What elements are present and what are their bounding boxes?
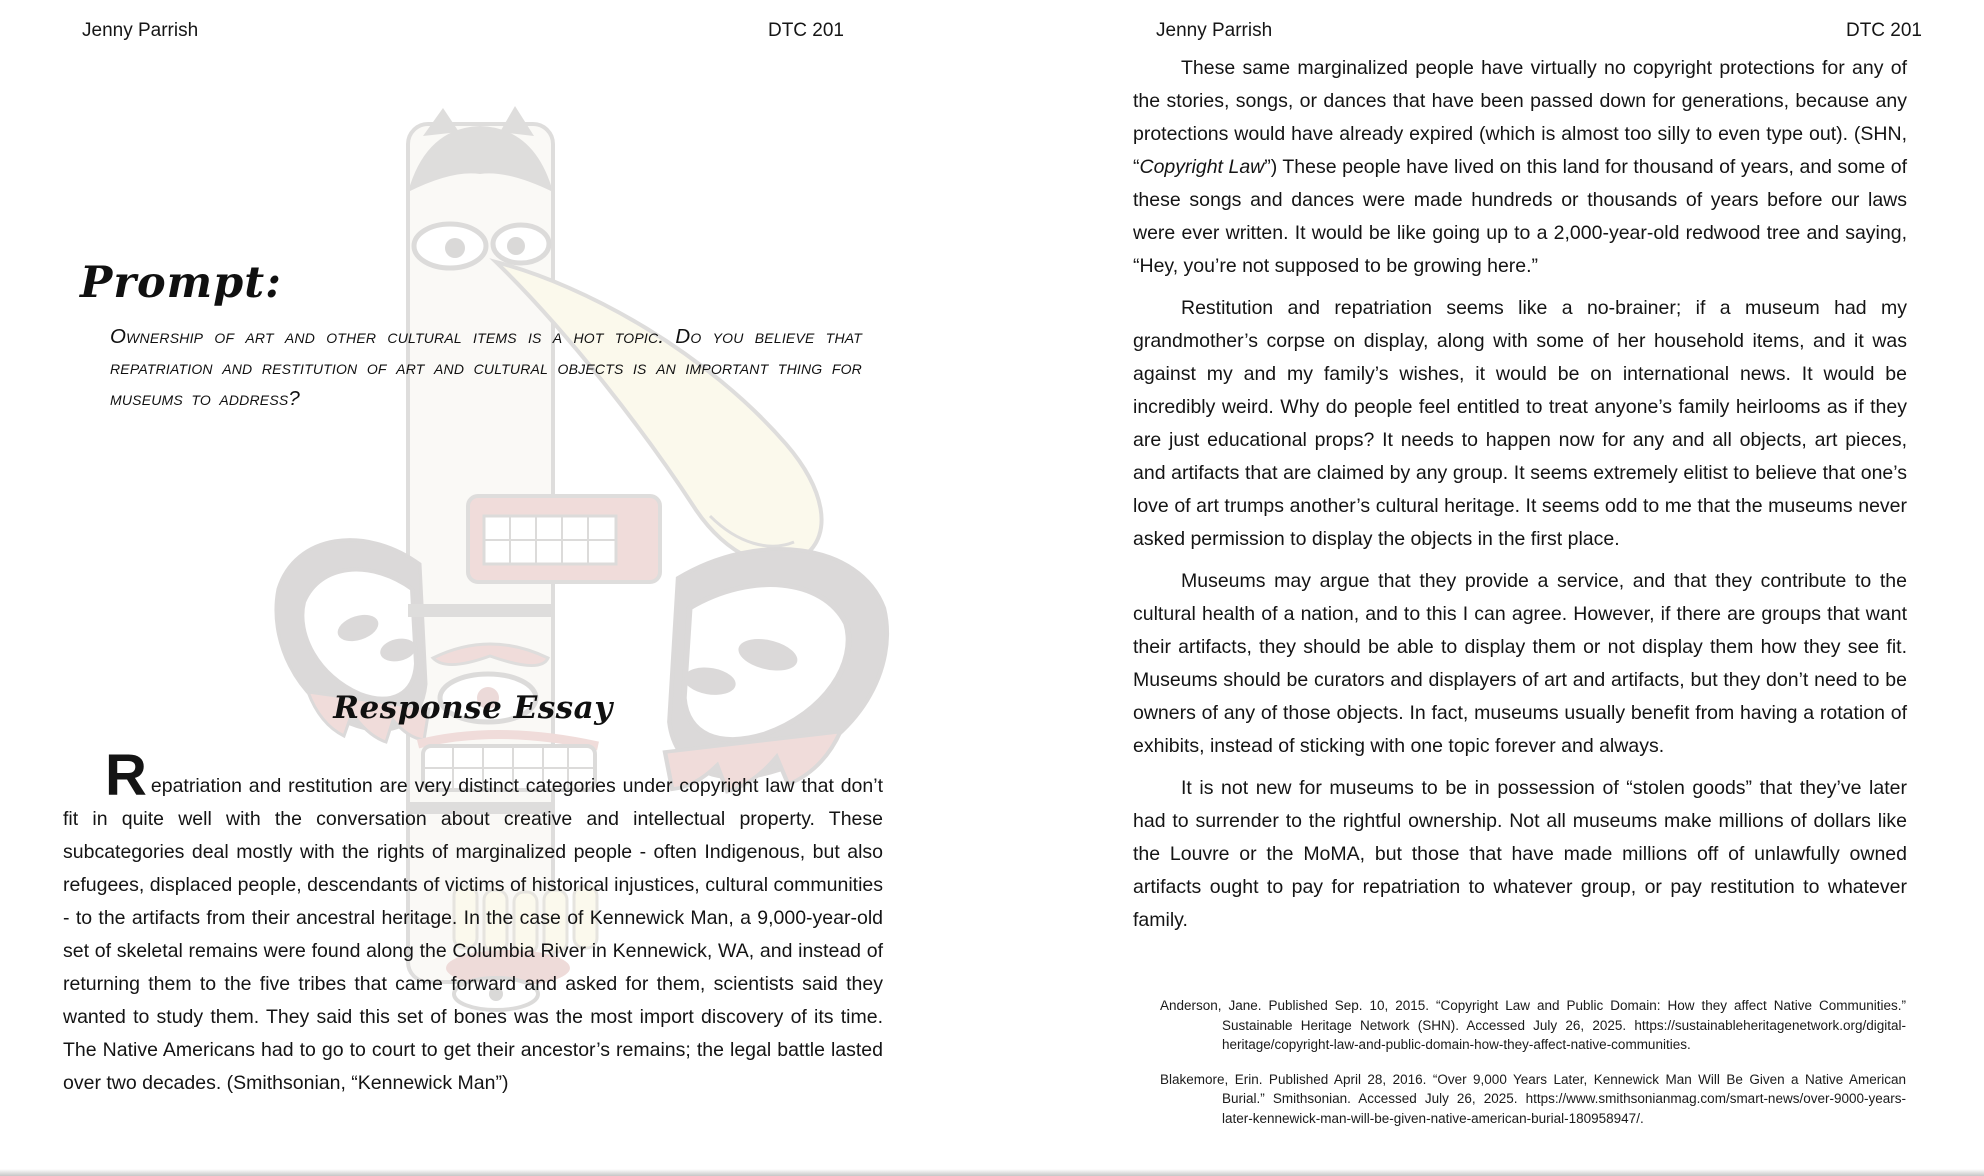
prompt-heading: Prompt:: [80, 257, 282, 308]
page-bottom-edge: [0, 1169, 1984, 1176]
citation: Anderson, Jane. Published Sep. 10, 2015. “Copyright Law and Public Domain: How they affect Native Communities.” Sustainable Heritage Network (SHN). Accessed July 26, 2025. https://sustainableheritagenetwork.org/digital-heritage/copyright-law-and-public-domain-how-they-affect-native-communities.: [1160, 998, 1906, 1052]
opening-paragraph-text: epatriation and restitution are very distinct categories under copyright law that don’t fit in quite well with the conversation about creative and intellectual property. These subcategories deal mostly with the rights of marginalized people - often Indigenous, but also refugees, displaced people, descendants of victims of historical injustices, cultural communities - to the artifacts from their ancestral heritage. In the case of Kennewick Man, a 9,000-year-old set of skeletal remains were found along the Columbia River in Kennewick, WA, and instead of returning them to the five tribes that came forward and asked for them, scientists said they wanted to study them. They said this set of bones was the most import discovery of its time. The Native Americans had to go to court to get their ancestor’s remains; the legal battle lasted over two decades. (Smithsonian, “Kennewick Man”): [63, 775, 883, 1094]
essay-paragraph: It is not new for museums to be in possession of “stolen goods” that they’ve later had to surrender to the rightful ownership. Not all museums make millions of dollars like the Louvre or the MoMA, but those that have made millions off of unlawfully owned artifacts ought to pay for repatriation to whatever group, or pay restitution to whatever family.: [1133, 777, 1907, 931]
prompt-text: Ownership of art and other cultural items is a hot topic. Do you believe that repatriation and restitution of art and cultural objects is an important thing for museums to address?: [110, 324, 862, 410]
header-course: DTC 201: [1845, 20, 1922, 41]
essay-paragraph: Museums may argue that they provide a service, and that they contribute to the cultural health of a nation, and to this I can agree. However, if there are groups that want their artifacts, they should be able to display them or not display them how they see fit. Museums should be curators and displayers of art and artifacts, but they don’t need to be owners of any of those objects. In fact, museums usually benefit from having a rotation of exhibits, instead of sticking with one topic forever and always.: [1133, 570, 1907, 757]
essay-body: [1133, 52, 1907, 946]
header-author: Jenny Parrish: [1156, 20, 1273, 41]
essay-opening-paragraph: [63, 743, 883, 1100]
left-page-header: [82, 20, 844, 42]
page-right: [992, 0, 1984, 1176]
essay-paragraph: These same marginalized people have virtually no copyright protections for any of the stories, songs, or dances that have been passed down for generations, because any protections would have already expired (which is almost too silly to even type out). (SHN, “Copyright Law”) These people have lived on this land for thousand of years, and some of these songs and dances were made hundreds or thousands of years before our laws were ever written. It would be like going up to a 2,000-year-old redwood tree and saying, “Hey, you’re not supposed to be growing here.”: [1133, 57, 1907, 277]
citations: [1160, 996, 1906, 1143]
essay-paragraph: Restitution and repatriation seems like a no-brainer; if a museum had my grandmother’s corpse on display, along with some of her household items, and it was against my and my family’s wishes, it would be on international news. It would be incredibly weird. Why do people feel entitled to treat anyone’s family heirlooms as if they are just educational props? It needs to happen now for any and all objects, art pieces, and artifacts that are claimed by any group. It seems extremely elitist to believe that one’s love of art trumps another’s cultural heritage. It seems odd to me that the museums never asked permission to display the objects in the first place.: [1133, 297, 1907, 550]
header-course: DTC 201: [767, 20, 844, 41]
essay-heading: Response Essay: [333, 689, 613, 726]
header-author: Jenny Parrish: [82, 20, 199, 41]
citation: Blakemore, Erin. Published April 28, 2016. “Over 9,000 Years Later, Kennewick Man Will Be Given a Native American Burial.” Smithsonian. Accessed July 26, 2025. https://www.smithsonianmag.com/smart-news/over-9000-years-later-kennewick-man-will-be-given-native-american-burial-180958947/.: [1160, 1071, 1906, 1126]
drop-cap: R: [105, 743, 148, 808]
right-page-header: [1156, 20, 1922, 42]
